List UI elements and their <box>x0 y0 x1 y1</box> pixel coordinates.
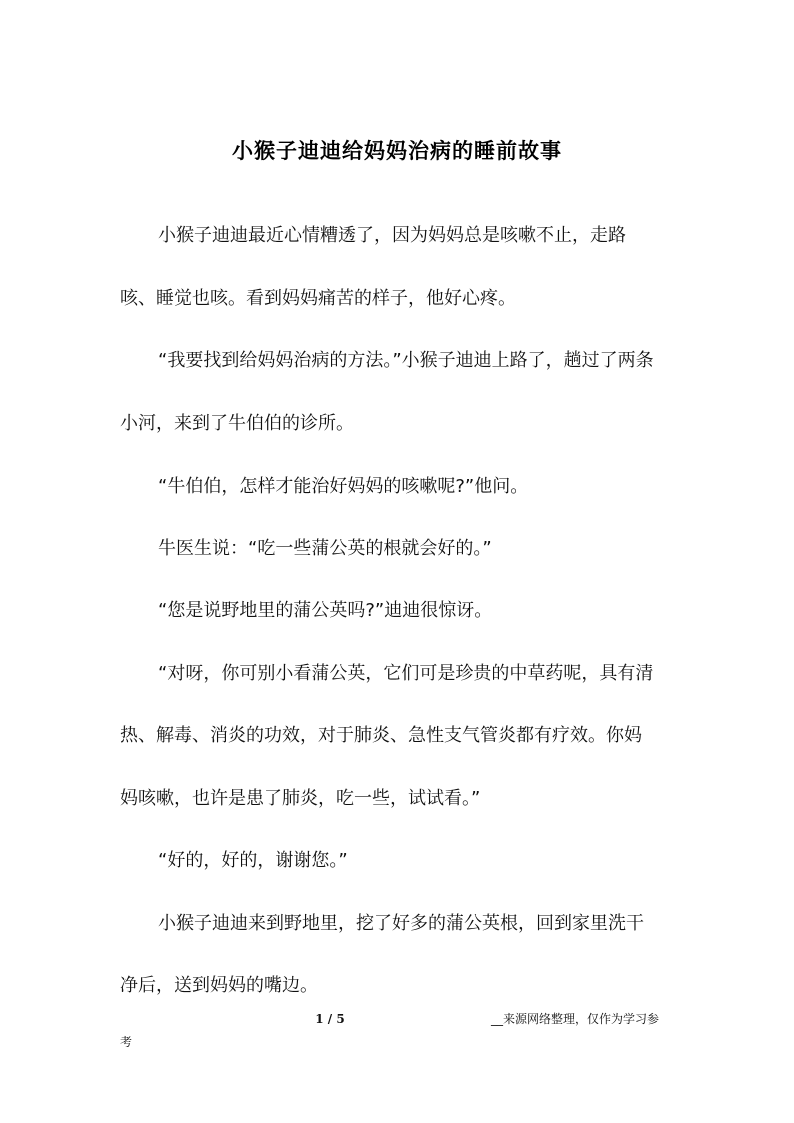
paragraph-line: 小猴子迪迪最近心情糟透了，因为妈妈总是咳嗽不止，走路 <box>158 225 626 246</box>
page-number: 1 / 5 <box>315 1012 345 1026</box>
paragraph-line: “牛伯伯，怎样才能治好妈妈的咳嗽呢?”他问。 <box>158 476 529 497</box>
footer-note: __来源网络整理，仅作为学习参 <box>491 1012 660 1026</box>
paragraph-line: “您是说野地里的蒲公英吗?”迪迪很惊讶。 <box>158 600 493 621</box>
paragraph-line: 小猴子迪迪来到野地里，挖了好多的蒲公英根，回到家里洗干 <box>158 913 644 934</box>
paragraph-line: 热、解毒、消炎的功效，对于肺炎、急性支气管炎都有疗效。你妈 <box>120 725 642 746</box>
paragraph-line: 净后，送到妈妈的嘴边。 <box>120 975 318 996</box>
paragraph-line: “好的，好的，谢谢您。” <box>158 850 348 871</box>
paragraph-line: 牛医生说：“吃一些蒲公英的根就会好的。” <box>158 538 492 559</box>
paragraph-line: 小河，来到了牛伯伯的诊所。 <box>120 413 354 434</box>
paragraph-line: “对呀，你可别小看蒲公英，它们可是珍贵的中草药呢，具有清 <box>158 663 654 684</box>
page-title: 小猴子迪迪给妈妈治病的睡前故事 <box>232 138 562 163</box>
paragraph-line: 咳、睡觉也咳。看到妈妈痛苦的样子，他好心疼。 <box>120 288 516 309</box>
paragraph-line: “我要找到给妈妈治病的方法。”小猴子迪迪上路了，趟过了两条 <box>158 350 654 371</box>
footer-note-continued: 考 <box>120 1035 133 1049</box>
paragraph-line: 妈咳嗽，也许是患了肺炎，吃一些，试试看。” <box>120 788 481 809</box>
